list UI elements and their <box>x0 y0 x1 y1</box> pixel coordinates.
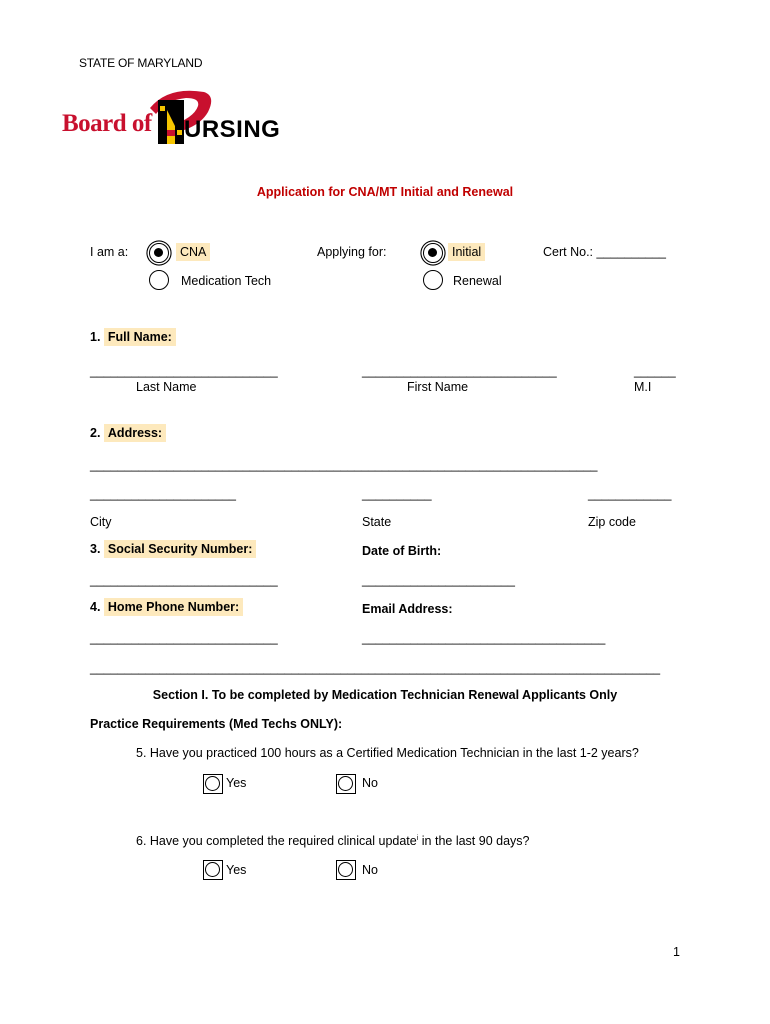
role-medtech-label: Medication Tech <box>181 274 272 288</box>
state-caption: State <box>362 515 392 529</box>
middle-initial-caption: M.I <box>634 380 652 394</box>
section-divider: __________________________________________________________________________________ <box>90 661 661 675</box>
zip-caption: Zip code <box>588 515 636 529</box>
city-caption: City <box>90 515 112 529</box>
q5-no-radio[interactable] <box>336 774 356 794</box>
ssn-input-line[interactable]: ___________________________ <box>90 573 278 587</box>
q5-yes-label: Yes <box>226 776 247 790</box>
cert-no-field[interactable]: Cert No.: __________ <box>543 245 667 259</box>
address-heading: 2. Address: <box>90 426 166 440</box>
ssn-heading: 3. Social Security Number: <box>90 542 256 556</box>
full-name-heading: 1. Full Name: <box>90 330 176 344</box>
phone-input-line[interactable]: ___________________________ <box>90 631 278 645</box>
board-of-nursing-logo <box>58 86 298 152</box>
q6-no-radio[interactable] <box>336 860 356 880</box>
page-number: 1 <box>673 945 680 959</box>
applying-initial-radio[interactable] <box>423 243 443 263</box>
question-6: 6. Have you completed the required clinical update$^i$ in the last 90 days? <box>136 834 530 848</box>
question-5: 5. Have you practiced 100 hours as a Certified Medication Technician in the last 1-2 years? <box>136 746 639 760</box>
first-name-caption: First Name <box>407 380 469 394</box>
logo-nursing-text: URSING <box>184 116 281 143</box>
email-input-line[interactable]: ___________________________________ <box>362 631 606 645</box>
state-header: STATE OF MARYLAND <box>79 56 203 70</box>
applying-label: Applying for: <box>317 245 387 259</box>
practice-requirements-heading: Practice Requirements (Med Techs ONLY): <box>90 717 343 731</box>
last-name-caption: Last Name <box>136 380 197 394</box>
q6-yes-label: Yes <box>226 863 247 877</box>
street-input-line[interactable]: _________________________________________________________________________ <box>90 458 598 472</box>
middle-initial-input-line[interactable]: ______ <box>634 364 676 378</box>
last-name-input-line[interactable]: ___________________________ <box>90 364 278 378</box>
q6-no-label: No <box>362 863 378 877</box>
role-label: I am a: <box>90 245 129 259</box>
section1-heading: Section I. To be completed by Medication Technician Renewal Applicants Only <box>152 688 618 702</box>
first-name-input-line[interactable]: ____________________________ <box>362 364 557 378</box>
email-heading: Email Address: <box>362 602 453 616</box>
zip-input-line[interactable]: ____________ <box>588 487 672 501</box>
form-title: Application for CNA/MT Initial and Renewal <box>256 185 514 199</box>
dob-input-line[interactable]: ______________________ <box>362 573 515 587</box>
phone-heading: 4. Home Phone Number: <box>90 600 243 614</box>
city-input-line[interactable]: _____________________ <box>90 487 236 501</box>
applying-renewal-radio[interactable] <box>423 270 443 290</box>
applying-renewal-label: Renewal <box>453 274 502 288</box>
role-medtech-radio[interactable] <box>149 270 169 290</box>
q5-no-label: No <box>362 776 378 790</box>
role-cna-label: CNA <box>176 243 210 261</box>
state-input-line[interactable]: __________ <box>362 487 432 501</box>
role-cna-radio[interactable] <box>149 243 169 263</box>
applying-initial-label: Initial <box>448 243 485 261</box>
q6-yes-radio[interactable] <box>203 860 223 880</box>
q5-yes-radio[interactable] <box>203 774 223 794</box>
logo-board-of-text: Board of <box>62 110 152 137</box>
dob-heading: Date of Birth: <box>362 544 442 558</box>
